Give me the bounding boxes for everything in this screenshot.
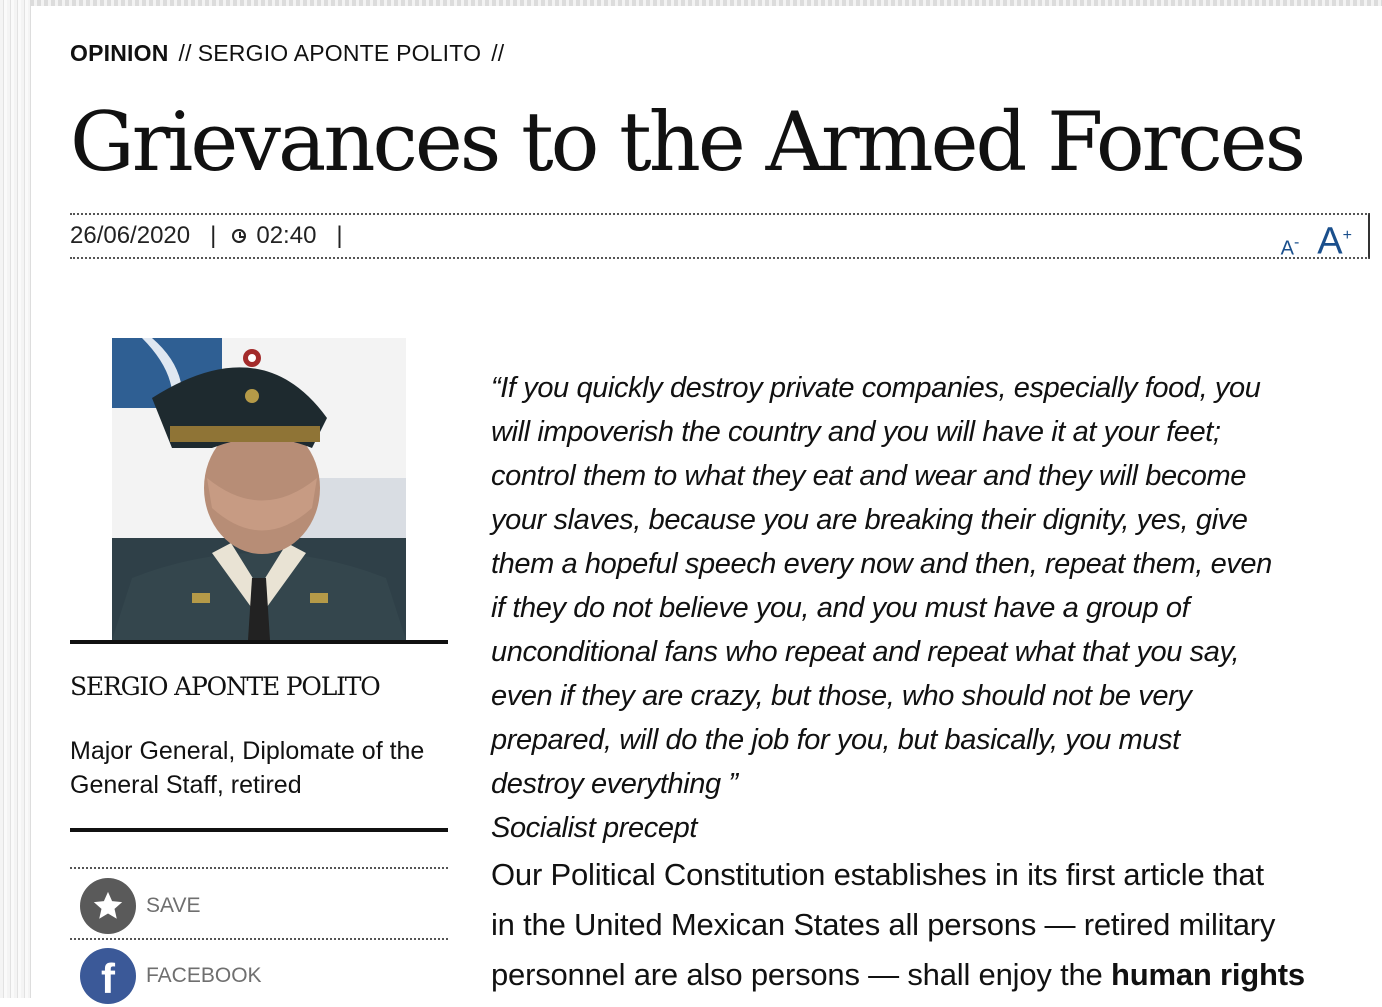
star-icon — [80, 878, 136, 934]
author-name[interactable]: SERGIO APONTE POLITO — [70, 672, 380, 701]
left-rail — [0, 0, 31, 998]
top-strip — [30, 0, 1382, 6]
breadcrumb-author[interactable]: SERGIO APONTE POLITO — [197, 40, 482, 66]
body-line: in the United Mexican States all persons — retired military — [491, 907, 1276, 942]
share-divider-top — [70, 867, 448, 869]
author-photo-image — [112, 338, 406, 640]
quote-line: them a hopeful speech every now and then, repeat them, even — [491, 548, 1272, 580]
quote-line: destroy everything ” — [491, 768, 738, 800]
facebook-icon: f — [80, 948, 136, 1004]
share-divider-middle — [70, 938, 448, 940]
section-kicker[interactable]: OPINION — [70, 40, 169, 66]
meta-divider: | — [336, 222, 343, 249]
quote-line: even if they are crazy, but those, who should not be very — [491, 680, 1192, 712]
bio-divider — [70, 828, 448, 832]
clock-icon — [232, 229, 246, 243]
publish-time: 02:40 — [256, 222, 317, 249]
meta-divider: | — [210, 222, 217, 249]
epigraph-quote — [491, 366, 1371, 806]
body-line-text: personnel are also persons — shall enjoy the — [491, 957, 1111, 992]
author-photo — [112, 338, 406, 640]
breadcrumb-separator: // — [178, 40, 192, 66]
decrease-font-button[interactable]: A- — [1280, 234, 1300, 260]
save-label: SAVE — [146, 894, 201, 917]
quote-line: control them to what they eat and wear and they will become — [491, 460, 1246, 492]
increase-font-button[interactable]: A+ — [1317, 220, 1352, 263]
article-meta-bar — [70, 213, 1370, 263]
article-body — [491, 366, 1371, 1000]
emphasis-human-rights: human rights — [1110, 957, 1305, 992]
quote-line: “If you quickly destroy private companies, especially food, you — [491, 372, 1261, 404]
breadcrumb-trail: // — [491, 40, 505, 66]
quote-line: unconditional fans who repeat and repeat what that you say, — [491, 636, 1240, 668]
quote-line: your slaves, because you are breaking their dignity, yes, give — [491, 504, 1248, 536]
save-button[interactable] — [80, 878, 200, 934]
quote-line: will impoverish the country and you will have it at your feet; — [491, 416, 1221, 448]
quote-attribution: Socialist precept — [491, 812, 697, 844]
quote-line: prepared, will do the job for you, but basically, you must — [491, 724, 1180, 756]
article-headline: Grievances to the Armed Forces — [70, 96, 1304, 190]
section-breadcrumb — [70, 40, 510, 67]
facebook-label: FACEBOOK — [146, 964, 262, 987]
publish-date: 26/06/2020 — [70, 222, 191, 249]
quote-line: if they do not believe you, and you must have a group of — [491, 592, 1190, 624]
body-paragraph — [491, 850, 1371, 1000]
photo-underline — [70, 640, 448, 644]
facebook-share-button[interactable] — [80, 948, 262, 1004]
body-line — [491, 950, 1371, 1000]
author-bio: Major General, Diplomate of the General Staff, retired — [70, 737, 425, 799]
body-line: Our Political Constitution establishes in its first article that — [491, 857, 1264, 892]
